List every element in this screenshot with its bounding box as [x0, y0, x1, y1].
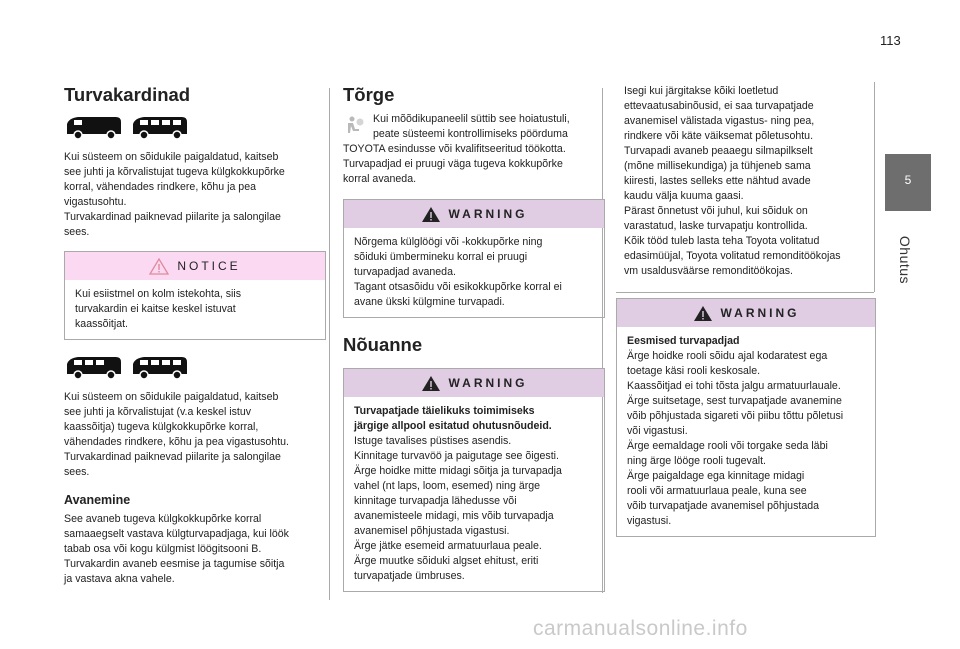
warning-light-tip [343, 112, 605, 142]
paragraph-line: rindkere või käte väiksemat põletusohtu. [624, 130, 814, 142]
warning-line: Ärge jätke esemeid armatuurlaua peale. [354, 540, 542, 552]
paragraph-line: Turvapadjad ei pruugi väga tugeva kokkupõrke [343, 158, 563, 170]
warning-line: Nõrgema külglöögi või -kokkupõrke ning [354, 236, 543, 248]
warning-bold-line: Turvapatjade täielikuks toimimiseks [354, 405, 535, 417]
notice-body [65, 280, 325, 339]
chapter-tab[interactable] [885, 154, 931, 211]
warning-line: või vigastusi. [627, 425, 688, 437]
warning-line: Kinnitage turvavöö ja paigutage see õigesti. [354, 450, 559, 462]
info-paragraph [616, 84, 878, 279]
warning-line: vahel (nt laps, loom, esemed) ning ärge [354, 480, 541, 492]
tip-line: Kui mõõdikupaneelil süttib see hoiatustuli, [373, 113, 570, 125]
paragraph-line: korral avaneda. [343, 173, 417, 185]
notice-line: kaassõitjat. [75, 318, 128, 330]
warning-box [616, 298, 876, 537]
warning-header [344, 200, 604, 228]
paragraph-line: sees. [64, 226, 90, 238]
notice-line: Kui esiistmel on kolm istekohta, siis [75, 288, 242, 300]
warning-body [344, 397, 604, 591]
column-1 [64, 78, 326, 587]
warning-line: Ärge muutke sõiduki algset ehitust, eriti [354, 555, 539, 567]
paragraph-line: samaaegselt vastava külgturvapadjaga, kui löök [64, 528, 289, 540]
airbag-warning-icon [343, 114, 365, 136]
warning-header [344, 369, 604, 397]
section-heading: Tõrge [343, 84, 395, 105]
paragraph-line: Kõik tööd tuleb lasta teha Toyota volitatud [624, 235, 820, 247]
section-heading: Turvakardinad [64, 84, 191, 105]
chapter-title: Ohutus [897, 235, 913, 285]
warning-line: vigastusi. [627, 515, 672, 527]
subheading: Avanemine [64, 493, 131, 507]
notice-line: turvakardin ei kaitse keskel istuvat [75, 303, 236, 315]
warning-line: turvapatjade ümbruses. [354, 570, 465, 582]
paragraph-line: kaudu välja kuuma gaasi. [624, 190, 744, 202]
paragraph-line: TOYOTA esindusse või kvalifitseeritud töökotta. [343, 143, 566, 155]
paragraph-line: sees. [64, 466, 90, 478]
paragraph-line: avanemisel välistada vigastus- ning pea, [624, 115, 815, 127]
van-icon [64, 114, 124, 140]
paragraph-line: see juhti ja kõrvalistujat (v.a keskel istuv [64, 406, 252, 418]
warning-icon [421, 206, 441, 223]
paragraph-line: Turvakardinad paiknevad piilarite ja salongilae [64, 211, 281, 223]
paragraph-line: tabab osa või kogu külgmist löögitsooni B. [64, 543, 262, 555]
warning-line: Ärge hoidke mitte midagi sõitja ja turvapadja [354, 465, 562, 477]
van-icon [64, 354, 124, 380]
van-icon [130, 354, 190, 380]
warning-line: avanemisteele midagi, mis võib turvapadja [354, 510, 554, 522]
van-icon [130, 114, 190, 140]
warning-line: Istuge tavalises püstises asendis. [354, 435, 512, 447]
paragraph-line: vähendades rindkere, kõhu ja pea vigastusohtu. [64, 436, 289, 448]
warning-line: Kaassõitjad ei tohi tõsta jalgu armatuurlauale. [627, 380, 841, 392]
warning-label: WARNING [448, 207, 528, 221]
paragraph-line: edasimüüjal, Toyota volitatud remonditöökojas [624, 250, 841, 262]
warning-line: Ärge paigaldage ega kinnitage midagi [627, 470, 805, 482]
warning-line: Tagant otsasõidu või esikokkupõrke korral ei [354, 281, 562, 293]
tip-line: peate süsteemi kontrollimiseks pöörduma [373, 128, 568, 140]
van-illustrations-1 [64, 114, 326, 140]
paragraph-line: ettevaatusabinõusid, ei saa turvapatjade [624, 100, 814, 112]
warning-line: Ärge suitsetage, sest turvapatjade avanemine [627, 395, 842, 407]
caution-icon [149, 258, 169, 275]
paragraph-line: Kui süsteem on sõidukile paigaldatud, kaitseb [64, 151, 279, 163]
warning-line: võib põhjustada sigareti või piibu tõttu põletusi [627, 410, 844, 422]
paragraph-line: kiiresti, lastes selleks ette nähtud avade [624, 175, 811, 187]
warning-bold-title: Eesmised turvapadjad [627, 335, 740, 347]
warning-line: ning ärge lööge rooli tugevalt. [627, 455, 766, 467]
warning-line: võib turvapatjade avanemisel põhjustada [627, 500, 819, 512]
warning-label: WARNING [720, 306, 800, 320]
warning-label: WARNING [448, 376, 528, 390]
warning-icon [693, 305, 713, 322]
paragraph-line: Turvakardin avaneb eesmise ja tagumise sõitja [64, 558, 285, 570]
warning-line: kinnitage turvapadja lähedusse või [354, 495, 517, 507]
chapter-number: 5 [904, 173, 912, 187]
notice-box [64, 251, 326, 340]
warning-line: avane ükski külgmine turvapadi. [354, 296, 505, 308]
paragraph-line: korral, vähendades rindkere, kõhu ja pea [64, 181, 256, 193]
paragraph-line: varastatud, laske turvapatju kontrollida. [624, 220, 808, 232]
section-heading: Nõuanne [343, 334, 423, 355]
paragraph-line: kaassõitja) tugeva külgkokkupõrke korral, [64, 421, 259, 433]
notice-header [65, 252, 325, 280]
notice-label: NOTICE [177, 259, 241, 273]
paragraph-line: Turvapadi avaneb peaaegu silmapilkselt [624, 145, 813, 157]
warning-icon [421, 375, 441, 392]
warning-line: Ärge eemaldage rooli või torgake seda läbi [627, 440, 828, 452]
paragraph-line: ja vastava akna vahele. [64, 573, 175, 585]
warning-box [343, 199, 605, 318]
paragraph-line: Turvakardinad paiknevad piilarite ja salongilae [64, 451, 281, 463]
warning-line: turvapadjad avaneda. [354, 266, 456, 278]
van-illustrations-2 [64, 354, 326, 380]
paragraph-line: See avaneb tugeva külgkokkupõrke korral [64, 513, 262, 525]
column-2 [343, 78, 605, 592]
warning-box [343, 368, 605, 592]
warning-line: Ärge hoidke rooli sõidu ajal kodaratest ega [627, 350, 828, 362]
column-3 [616, 84, 878, 537]
warning-header [617, 299, 875, 327]
warning-line: rooli või armatuurlaua peale, kuna see [627, 485, 807, 497]
warning-line: sõiduki ümbermineku korral ei pruugi [354, 251, 528, 263]
page-number: 113 [880, 33, 901, 48]
warning-line: toetage käsi rooli keskosale. [627, 365, 761, 377]
paragraph-line: vigastusohtu. [64, 196, 127, 208]
warning-body [617, 327, 875, 536]
warning-line: avanemisel põhjustada vigastusi. [354, 525, 510, 537]
paragraph-line: Kui süsteem on sõidukile paigaldatud, kaitseb [64, 391, 279, 403]
paragraph-line: see juhti ja kõrvalistujat tugeva külgkokkupõrke [64, 166, 285, 178]
paragraph-line: Pärast õnnetust või juhul, kui sõiduk on [624, 205, 808, 217]
watermark: carmanualsonline.info [533, 617, 748, 640]
warning-bold-line: järgige allpool esitatud ohutusnõudeid. [354, 420, 552, 432]
paragraph-line: vm usaldusväärse remonditöökojas. [624, 265, 793, 277]
paragraph-line: (mõne millisekundiga) ja tühjeneb sama [624, 160, 811, 172]
paragraph-line: Isegi kui järgitakse kõiki loetletud [624, 85, 779, 97]
warning-body [344, 228, 604, 317]
column-divider [329, 88, 330, 600]
